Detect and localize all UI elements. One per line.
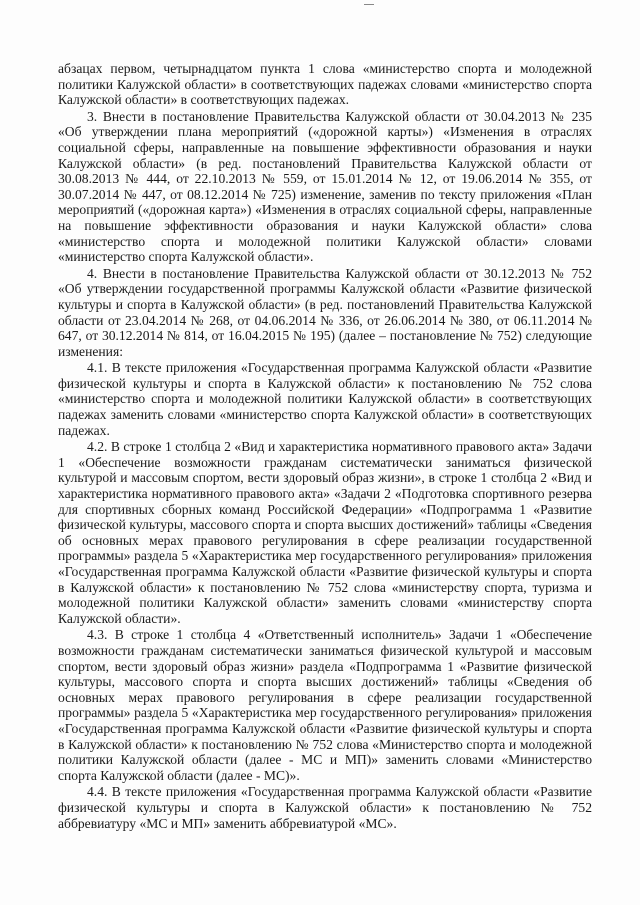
paragraph-continuation: абзацах первом, четырнадцатом пункта 1 слова «министерство спорта и молодежной политики Калужской области» в соответствующих падежах словами «министерство спорта Калужской области» в соответствующих падежах. xyxy=(58,61,592,108)
document-body xyxy=(58,61,592,832)
top-dash-mark xyxy=(364,4,374,5)
paragraph-item-4-2: 4.2. В строке 1 столбца 2 «Вид и характеристика нормативного правового акта» Задачи 1 «Обеспечение возможности гражданам систематически заниматься физической культурой и массовым спортом, вести здоровый образ жизни», в строке 1 столбца 2 «Вид и характеристика нормативного правового акта» «Задачи 2 «Подготовка спортивного резерва для спортивных сборных команд Российской Федерации» «Подпрограмма 1 «Развитие физической культуры, массового спорта и спорта высших достижений» таблицы «Сведения об основных мерах правового регулирования в сфере реализации государственной программы» раздела 5 «Характеристика мер государственного регулирования» приложения «Государственная программа Калужской области «Развитие физической культуры и спорта в Калужской области» к постановлению № 752 слова «министерству спорта, туризма и молодежной политики Калужской области» заменить словами «министерству спорта Калужской области». xyxy=(58,439,592,626)
paragraph-item-4: 4. Внести в постановление Правительства Калужской области от 30.12.2013 № 752 «Об утверждении государственной программы Калужской области «Развитие физической культуры и спорта в Калужской области» (в ред. постановлений Правительства Калужской области от 23.04.2014 № 268, от 04.06.2014 № 336, от 26.06.2014 № 380, от 06.11.2014 № 647, от 30.12.2014 № 814, от 16.04.2015 № 195) (далее – постановление № 752) следующие изменения: xyxy=(58,265,592,359)
paragraph-item-4-4: 4.4. В тексте приложения «Государственная программа Калужской области «Развитие физической культуры и спорта в Калужской области» к постановлению № 752 аббревиатуру «МС и МП» заменить аббревиатурой «МС». xyxy=(58,784,592,831)
paragraph-item-4-3: 4.3. В строке 1 столбца 4 «Ответственный исполнитель» Задачи 1 «Обеспечение возможности гражданам систематически заниматься физической культурой и массовым спортом, вести здоровый образ жизни» раздела «Подпрограмма 1 «Развитие физической культуры, массового спорта и спорта высших достижений» таблицы «Сведения об основных мерах правового регулирования в сфере реализации государственной программы» раздела 5 «Характеристика мер государственного регулирования» приложения «Государственная программа Калужской области «Развитие физической культуры и спорта в Калужской области» к постановлению № 752 слова «Министерство спорта и молодежной политики Калужской области (далее - МС и МП)» заменить словами «Министерство спорта Калужской области (далее - МС)». xyxy=(58,627,592,783)
paragraph-item-3: 3. Внести в постановление Правительства Калужской области от 30.04.2013 № 235 «Об утверждении плана мероприятий («дорожной карты») «Изменения в отраслях социальной сферы, направленные на повышение эффективности образования и науки Калужской области» (в ред. постановлений Правительства Калужской области от 30.08.2013 № 444, от 22.10.2013 № 559, от 15.01.2014 № 12, от 19.06.2014 № 355, от 30.07.2014 № 447, от 08.12.2014 № 725) изменение, заменив по тексту приложения «План мероприятий («дорожная карта») «Изменения в отраслях социальной сферы, направленные на повышение эффективности образования и науки Калужской области» слова «министерство спорта и молодежной политики Калужской области» словами «министерство спорта Калужской области». xyxy=(58,108,592,265)
paragraph-item-4-1: 4.1. В тексте приложения «Государственная программа Калужской области «Развитие физической культуры и спорта в Калужской области» к постановлению № 752 слова «министерство спорта и молодежной политики Калужской области» в соответствующих падежах заменить словами «министерство спорта Калужской области» в соответствующих падежах. xyxy=(58,360,592,438)
